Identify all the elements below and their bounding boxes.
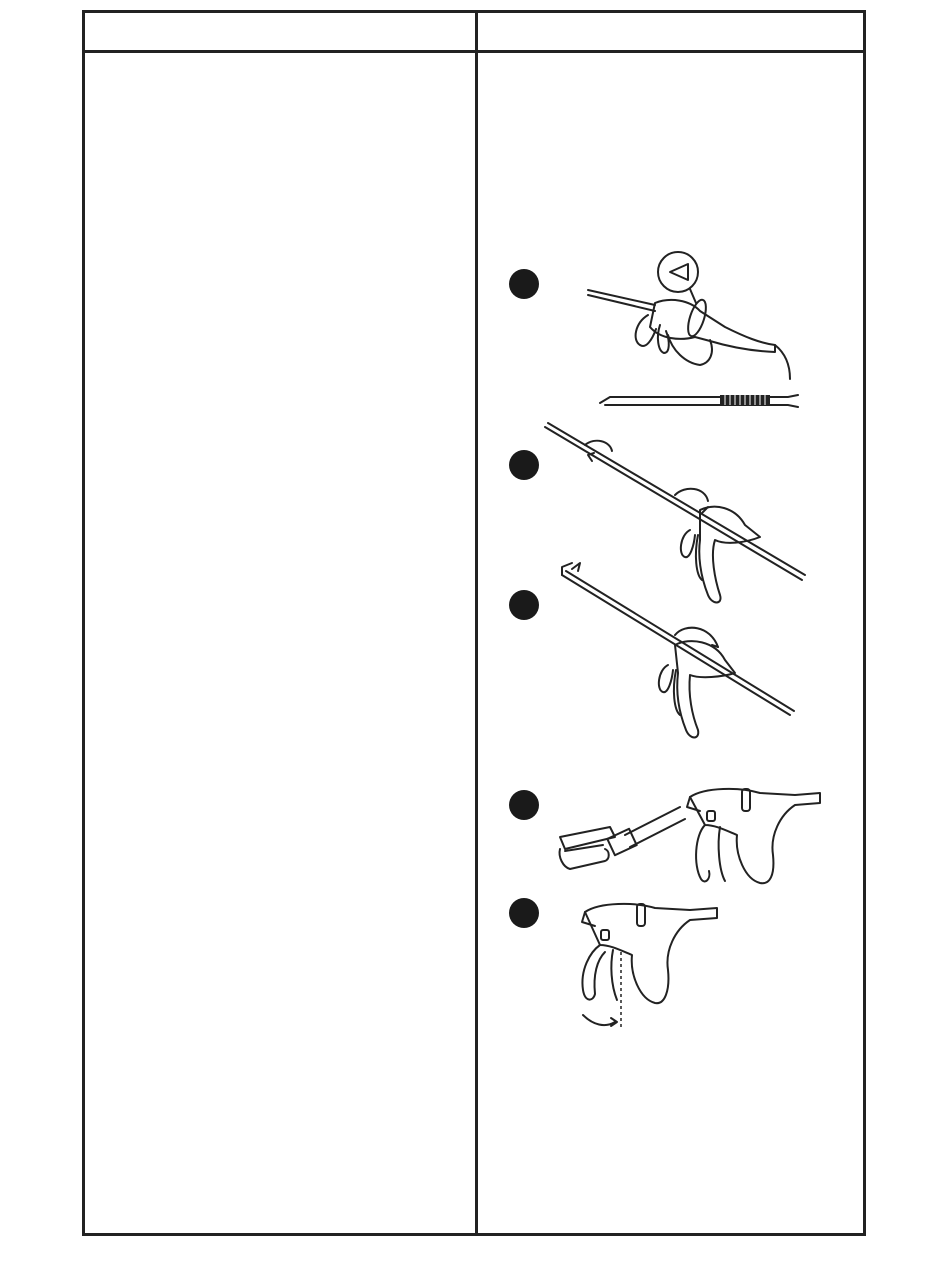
step-marker-3-icon [509, 590, 539, 620]
step-marker-5-icon [509, 898, 539, 928]
table-header-row [85, 13, 863, 53]
header-cell-left [85, 13, 475, 50]
instrument-insertion-illustration-3 [550, 555, 800, 745]
header-cell-right [478, 13, 863, 50]
step-marker-2-icon [509, 450, 539, 480]
text-column [85, 53, 475, 1233]
step-marker-1-icon [509, 269, 539, 299]
step-marker-4-icon [509, 790, 539, 820]
handle-squeeze-illustration-5 [565, 890, 745, 1040]
instrument-handle-illustration-1 [560, 245, 820, 425]
jaw-and-handle-illustration-4 [555, 775, 835, 895]
